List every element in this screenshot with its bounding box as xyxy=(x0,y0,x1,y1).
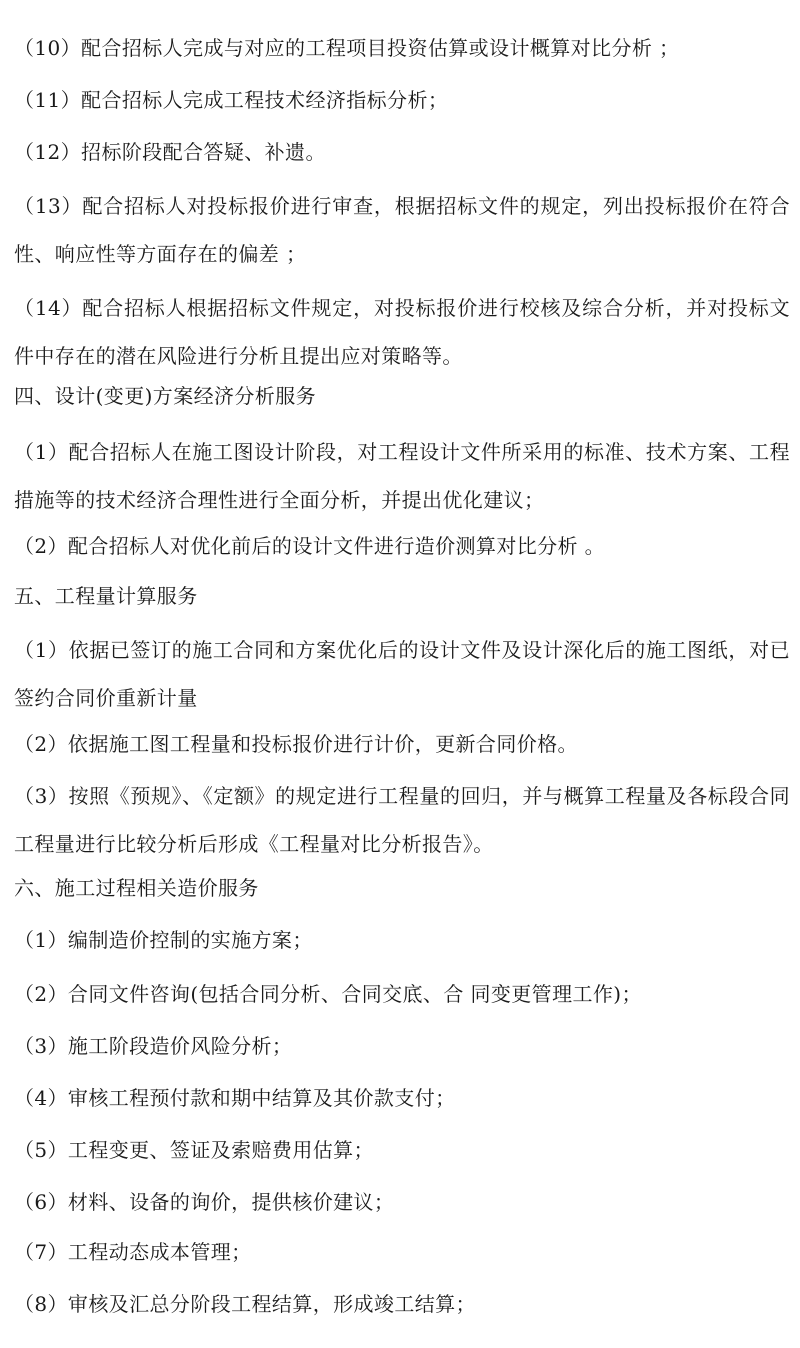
section-heading-6: 六、施工过程相关造价服务 xyxy=(14,876,259,900)
paragraph-section6-item-5: （5）工程变更、签证及索赔费用估算； xyxy=(14,1138,374,1162)
paragraph-item-13: （13）配合招标人对投标报价进行审查，根据招标文件的规定，列出投标报价在符合性、响应性等方面存在的偏差 ； xyxy=(14,194,790,266)
paragraph-section4-item-1: （1）配合招标人在施工图设计阶段，对工程设计文件所采用的标准、技术方案、工程措施等的技术经济合理性进行全面分析，并提出优化建议； xyxy=(14,440,790,512)
paragraph-section6-item-7: （7）工程动态成本管理； xyxy=(14,1240,252,1264)
paragraph-section4-item-2: （2）配合招标人对优化前后的设计文件进行造价测算对比分析 。 xyxy=(14,534,606,558)
paragraph-item-14: （14）配合招标人根据招标文件规定，对投标报价进行校核及综合分析，并对投标文件中存在的潜在风险进行分析且提出应对策略等。 xyxy=(14,296,790,368)
paragraph-item-10: （10）配合招标人完成与对应的工程项目投资估算或设计概算对比分析 ； xyxy=(14,36,680,60)
paragraph-item-11: （11）配合招标人完成工程技术经济指标分析； xyxy=(14,88,449,112)
paragraph-item-12: （12）招标阶段配合答疑、补遗。 xyxy=(14,140,326,164)
paragraph-section6-item-8: （8）审核及汇总分阶段工程结算，形成竣工结算； xyxy=(14,1292,476,1316)
paragraph-section5-item-3: （3）按照《预规》、《定额》的规定进行工程量的回归，并与概算工程量及各标段合同工程量进行比较分析后形成《工程量对比分析报告》。 xyxy=(14,784,790,856)
section-heading-4: 四、设计(变更)方案经济分析服务 xyxy=(14,384,317,408)
section-heading-5: 五、工程量计算服务 xyxy=(14,584,198,608)
paragraph-section5-item-1: （1）依据已签订的施工合同和方案优化后的设计文件及设计深化后的施工图纸，对已签约合同价重新计量 xyxy=(14,638,790,710)
paragraph-section6-item-4: （4）审核工程预付款和期中结算及其价款支付； xyxy=(14,1086,456,1110)
paragraph-section6-item-2: （2）合同文件咨询(包括合同分析、合同交底、合 同变更管理工作)； xyxy=(14,982,642,1006)
paragraph-section6-item-6: （6）材料、设备的询价，提供核价建议； xyxy=(14,1190,395,1214)
paragraph-section6-item-3: （3）施工阶段造价风险分析； xyxy=(14,1034,293,1058)
paragraph-section6-item-1: （1）编制造价控制的实施方案； xyxy=(14,928,313,952)
paragraph-section5-item-2: （2）依据施工图工程量和投标报价进行计价，更新合同价格。 xyxy=(14,732,578,756)
